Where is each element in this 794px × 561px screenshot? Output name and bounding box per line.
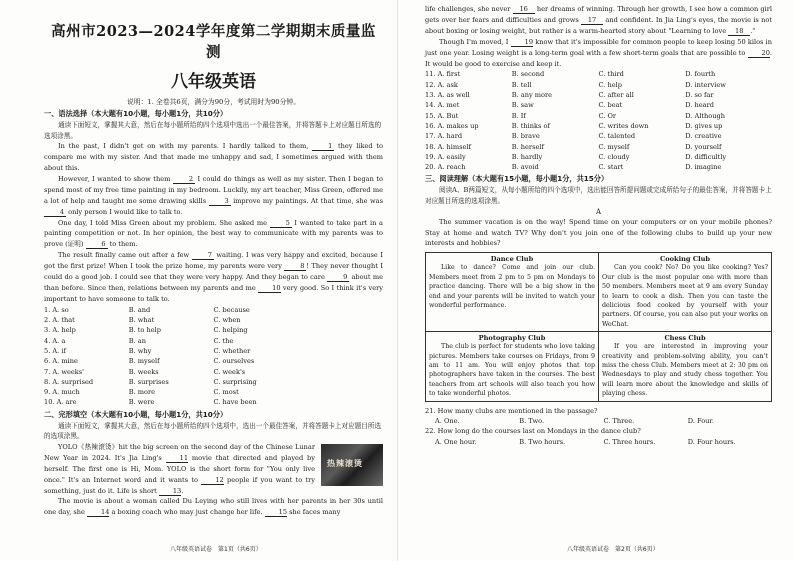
- option-row: [44, 305, 383, 315]
- section3-instruction: 阅读A、B两篇短文，从每小题所给的四个选项中，选出能回答所提问题或完成所给句子的最佳答案，并将答题卡上对应题目所选的选项涂黑。: [425, 186, 772, 205]
- section1-options: [44, 305, 383, 408]
- option-text: C. after all: [598, 91, 634, 100]
- option-text: 17. A. hard: [425, 132, 463, 141]
- option-row: [425, 162, 772, 172]
- option-text: C. ourselves: [213, 357, 255, 366]
- option-text: [298, 397, 383, 407]
- option-row: [425, 111, 772, 121]
- option-row: [425, 131, 772, 141]
- answer-blank: 17: [581, 16, 603, 25]
- option-text: 9. A. much: [44, 388, 80, 397]
- answer-blank: 4: [44, 208, 66, 217]
- passage-text: I wanted to take part in a painting competition or not. In her opinion, the best way to communicate with my parents was to prove (证明): [44, 218, 383, 249]
- answer-blank: 11: [166, 454, 188, 463]
- option-text: 2. A. that: [44, 316, 75, 325]
- option-text: B. avoid: [511, 163, 539, 172]
- passage-paragraph: [44, 496, 383, 518]
- passage-text: waiting. I was very happy and excited, because I got the first prize! When I took the prize home, my parents were very: [44, 251, 384, 271]
- option-text: [298, 356, 383, 366]
- answer-blank: 16: [513, 5, 535, 14]
- option-text: 5. A. if: [44, 346, 66, 355]
- option-text: [298, 367, 383, 377]
- question-options: [425, 437, 772, 447]
- club-title: Chess Club: [664, 334, 706, 343]
- option-text: C. Three.: [603, 417, 635, 426]
- answer-blank: 6: [86, 240, 108, 249]
- section1-instruction: 通读下面短文，掌握其大意，然后在每小题所给的四个选项中选出一个最佳答案，并将答题卡上对应题目所选的选项涂黑。: [44, 121, 382, 140]
- option-text: B. why: [128, 346, 152, 355]
- option-text: B. an: [128, 336, 146, 345]
- option-text: B. saw: [511, 101, 534, 110]
- option-text: C. start: [598, 163, 624, 172]
- option-text: B. to help: [128, 326, 161, 335]
- option-text: B. Two hours.: [519, 437, 566, 446]
- option-text: C. helping: [213, 326, 248, 335]
- option-text: B. surprises: [128, 377, 169, 386]
- option-text: C. beat: [598, 101, 623, 110]
- section2-options: [425, 69, 772, 172]
- page-footer-left: 八年级英语试卷 第1页（共6页）: [170, 546, 262, 553]
- answer-blank: 3: [209, 197, 231, 206]
- option-text: [298, 305, 383, 315]
- answer-blank: 20: [748, 49, 770, 58]
- option-row: [425, 69, 772, 79]
- answer-blank: 1: [312, 142, 334, 151]
- option-text: D. Four hours.: [687, 437, 736, 446]
- option-text: C. most: [213, 388, 239, 397]
- club-text: The club is perfect for students who love taking pictures. Members take courses on Fridays, from 9 am to 11 am. You will enjoy photos that top photographers have taken in the courses. The best teachers from art schools will also teach you how to take wonderful photos.: [429, 343, 595, 398]
- option-text: 19. A. easily: [425, 152, 466, 161]
- passage-text: YOLO《热辣滚烫》hit the big screen on the second day of the Chinese Lunar New Year in 2024. It's Jia Ling's: [44, 442, 315, 462]
- passage-text: movie that directed and played by herself. The first one is Hi, Mom. YOLO is the short form for "You only live once." It's an Internet word and it wants to: [44, 453, 315, 484]
- passage-text: know that it's impossible for common people to keep losing 50 kilos in just one year. Losing weight is a long-term goal with a few short-term goals that are possible to: [425, 37, 772, 57]
- option-text: D. creative: [685, 132, 722, 141]
- option-text: 18. A. himself: [425, 142, 471, 151]
- answer-blank: 14: [87, 508, 109, 517]
- option-text: 4. A. a: [44, 336, 66, 345]
- option-text: 6. A. mine: [44, 357, 78, 366]
- option-text: 1. A. so: [44, 305, 69, 314]
- passage-text: The result finally came out after a few: [58, 251, 192, 260]
- passage-text: . It would be good to exercise and keep it.: [425, 48, 772, 68]
- section2-instruction: 通读下面短文，掌握其大意，然后在每小题所给的四个选项中，选出一个最佳答案，并将答题卡上对应题目所选的选项涂黑。: [44, 421, 382, 441]
- answer-blank: 8: [284, 262, 306, 271]
- option-text: [298, 346, 383, 356]
- option-row: [44, 315, 383, 325]
- passage-text: very good. So I think it's very important to have someone to talk to.: [44, 283, 384, 303]
- option-text: D. Although: [685, 111, 725, 120]
- club-title: Dance Club: [490, 255, 534, 264]
- passage-text: about me than before. Since then, relations between my parents and me: [44, 273, 383, 292]
- option-row: [425, 121, 772, 131]
- answer-blank: 18: [728, 27, 750, 36]
- passage-paragraph: [44, 141, 383, 174]
- option-text: B. Two.: [519, 417, 545, 426]
- option-text: B. weeks: [128, 367, 159, 376]
- club-cell: [599, 332, 772, 401]
- section2-passage-continued: [425, 4, 772, 69]
- page-footer-right: 八年级英语试卷 第2页（共6页）: [567, 546, 659, 553]
- option-text: [298, 377, 383, 387]
- option-text: 12. A. ask: [425, 80, 458, 89]
- option-row: [425, 80, 772, 90]
- passage-text: improve my paintings. At that time, she was: [230, 196, 383, 205]
- exam-title: 高州市2023—2024学年度第二学期期末质量监测: [51, 23, 376, 61]
- passage-text: Though I'm moved, I: [439, 37, 511, 46]
- option-text: 7. A. weeks': [44, 367, 84, 376]
- answer-blank: 13: [159, 487, 181, 496]
- passage-text: The movie is about a woman called Du Leying who still lives with her parents in her 30s until one day, she: [44, 497, 383, 517]
- option-text: C. whether: [213, 346, 251, 355]
- option-text: D. heard: [685, 101, 714, 110]
- option-text: C. writes down: [598, 121, 649, 130]
- passage-text: she faces many: [287, 508, 341, 517]
- option-text: B. tell: [511, 80, 532, 89]
- passage-text: One day, I told Miss Green about my problem. She asked me: [58, 218, 270, 227]
- option-text: B. any more: [511, 91, 553, 100]
- club-cell: [426, 332, 599, 401]
- option-row: [44, 356, 383, 366]
- option-row: [425, 100, 772, 110]
- question-options: [425, 416, 772, 426]
- section3-heading: 三、阅读理解（本大题有15小题，每小题1分，共15分）: [425, 174, 609, 184]
- option-text: D. fourth: [685, 70, 716, 79]
- passage-text: However, I wanted to show them: [58, 174, 173, 183]
- passage-text: and confident. In Jia Ling's eyes, the movie is not about boxing or losing weight, but rather is a warm-hearted story about "Learning to love: [425, 15, 773, 35]
- option-text: 3. A. help: [44, 326, 76, 335]
- option-text: 11. A. first: [425, 70, 461, 79]
- option-text: D. yourself: [685, 142, 722, 151]
- club-cell: [426, 253, 599, 332]
- option-row: [425, 152, 772, 162]
- question-stem: 22. How long do the courses last on Mondays in the dance club?: [425, 427, 641, 436]
- club-cell: [599, 253, 772, 332]
- option-text: 14. A. met: [425, 101, 460, 110]
- option-text: B. more: [128, 388, 156, 397]
- option-row: [44, 336, 383, 346]
- passage-text: In the past, I didn't get on with my parents. I hardly talked to them,: [58, 142, 313, 151]
- section1-passage: [44, 141, 383, 305]
- option-row: [44, 377, 383, 387]
- question-stem: 21. How many clubs are mentioned in the passage?: [425, 406, 598, 415]
- option-text: 15. A. But: [425, 111, 459, 120]
- passage-a-intro: The summer vacation is on the way! Spend time on your computers or on your mobile phones? Stay at home and watch TV? Why don't you join one of the following clubs to build up your new interests and hobbies?: [425, 217, 772, 248]
- option-text: C. surprising: [213, 377, 257, 386]
- option-text: 13. A. as well: [425, 91, 470, 100]
- passage-paragraph: [44, 218, 383, 251]
- passage-paragraph: [44, 250, 383, 305]
- option-text: D. imagine: [685, 163, 722, 172]
- answer-blank: 2: [173, 175, 195, 184]
- option-text: 20. A. reach: [425, 163, 466, 172]
- club-text: Like to dance? Come and join our club. Members meet from 2 pm to 5 pm on Mondays to practice dancing. There will be a big show in the end and your parents will be invited to watch your wonderful performance.: [429, 264, 595, 309]
- right-column: [397, 0, 794, 561]
- option-text: C. help: [598, 80, 622, 89]
- option-text: [298, 387, 383, 397]
- option-text: B. myself: [128, 357, 160, 366]
- movie-poster-image: [321, 444, 383, 486]
- option-text: C. talented: [598, 132, 636, 141]
- answer-blank: 19: [511, 38, 533, 47]
- passage-text: a boxing coach who may just change her life.: [109, 508, 265, 517]
- option-text: B. were: [128, 398, 155, 407]
- answer-blank: 15: [265, 508, 287, 517]
- option-text: [298, 336, 383, 346]
- option-text: C. myself: [598, 142, 630, 151]
- passage-text: to them.: [107, 240, 138, 249]
- section2-heading: 二、完形填空（本大题有10小题，每小题1分，共10分）: [44, 409, 228, 419]
- passage-text: I could do things as well as my sister. Then I began to spend most of my free time painting in my bedroom. Luckily, my art teacher, Miss Green, offered me a lot of help and taught me some drawing skills: [44, 174, 383, 205]
- option-text: C. Three hours.: [603, 437, 656, 446]
- answer-blank: 12: [201, 476, 223, 485]
- option-text: C. cloudy: [598, 152, 630, 161]
- option-row: [44, 387, 383, 397]
- poster-title: 热辣滚烫: [327, 458, 363, 468]
- answer-blank: 10: [258, 284, 280, 293]
- option-text: B. second: [511, 70, 545, 79]
- option-row: [425, 142, 772, 152]
- section1-heading: 一、语法选择（本大题有10小题，每小题1分，共10分）: [44, 109, 228, 118]
- option-text: B. thinks of: [511, 121, 550, 130]
- passage-paragraph: [44, 174, 383, 218]
- option-text: C. have been: [213, 398, 257, 407]
- passage-text: people if you want to try something, just do it. Life is short: [44, 475, 316, 495]
- passage-text: ! They never thought I could do a good job. I could see that they were very happy. And they began to care: [44, 262, 383, 282]
- option-text: C. third: [598, 70, 624, 79]
- option-row: [44, 397, 383, 407]
- option-text: B. herself: [511, 142, 544, 151]
- option-text: D. interview: [685, 80, 726, 89]
- passage-paragraph: [425, 4, 772, 37]
- passage-paragraph: [425, 37, 772, 70]
- subject-title: 八年级英语: [171, 72, 256, 92]
- option-text: A. One hour.: [435, 437, 477, 446]
- option-text: C. the: [213, 336, 234, 345]
- answer-blank: 5: [270, 219, 292, 228]
- option-text: A. One.: [435, 417, 460, 426]
- club-text: If you are interested in improving your creativity and problem-solving ability, you can't miss the chess Club. Members meet at 2: 30 pm on Wednesdays to play and study chess together. You will learn more about the knowledge and skills of playing chess.: [602, 343, 768, 398]
- option-text: D. gives up: [685, 121, 723, 130]
- clubs-table: [425, 252, 772, 401]
- option-text: B. hardly: [511, 152, 543, 161]
- option-text: D. difficultly: [685, 152, 727, 161]
- option-text: B. If: [511, 111, 526, 120]
- passage-text: her dreams of winning. Through her growth, I see how a common girl gets over her fears and difficulties and grows: [425, 5, 772, 24]
- passage-text: .: [181, 486, 184, 495]
- passage-text: they liked to compare me with my sister. And that made me unhappy and sad, I sometimes argued with them about this.: [44, 142, 383, 172]
- club-title: Photography Club: [478, 334, 546, 343]
- option-text: B. brave: [511, 132, 540, 141]
- option-row: [44, 367, 383, 377]
- option-text: 16. A. makes up: [425, 121, 479, 130]
- club-text: Can you cook? No? Do you like cooking? Yes? Our club is the most popular one with more than 50 members. Members meet at 9 am every Sunday to learn to cook a dish. Then you can taste the delicious food cooked by yourself with your partners. Of course, you can also put your works on WeChat.: [602, 264, 768, 328]
- option-text: [298, 315, 383, 325]
- club-title: Cooking Club: [660, 255, 710, 264]
- option-text: 10. A. are: [44, 398, 77, 407]
- option-text: 8. A. surprised: [44, 377, 94, 386]
- option-row: [44, 325, 383, 335]
- option-text: D. Four.: [687, 417, 714, 426]
- answer-blank: 9: [327, 273, 349, 282]
- exam-note: 说明：1. 全卷共6页，满分为90分，考试用时为90分钟。: [126, 98, 300, 106]
- answer-blank: 7: [192, 251, 214, 260]
- option-text: D. so far: [685, 91, 714, 100]
- option-row: [425, 90, 772, 100]
- passage-text: .": [750, 26, 756, 35]
- option-text: B. what: [128, 316, 155, 325]
- option-text: C. Or: [598, 111, 617, 120]
- passage-text: life challenges, she never: [425, 5, 513, 13]
- option-text: [298, 325, 383, 335]
- reading-questions: [425, 406, 772, 448]
- option-text: B. and: [128, 305, 151, 314]
- option-text: C. because: [213, 305, 250, 314]
- option-row: [44, 346, 383, 356]
- passage-a-label: A: [595, 207, 602, 216]
- option-text: C. when: [213, 316, 241, 325]
- passage-text: only person I would like to talk to.: [66, 207, 183, 216]
- option-text: C. week's: [213, 367, 246, 376]
